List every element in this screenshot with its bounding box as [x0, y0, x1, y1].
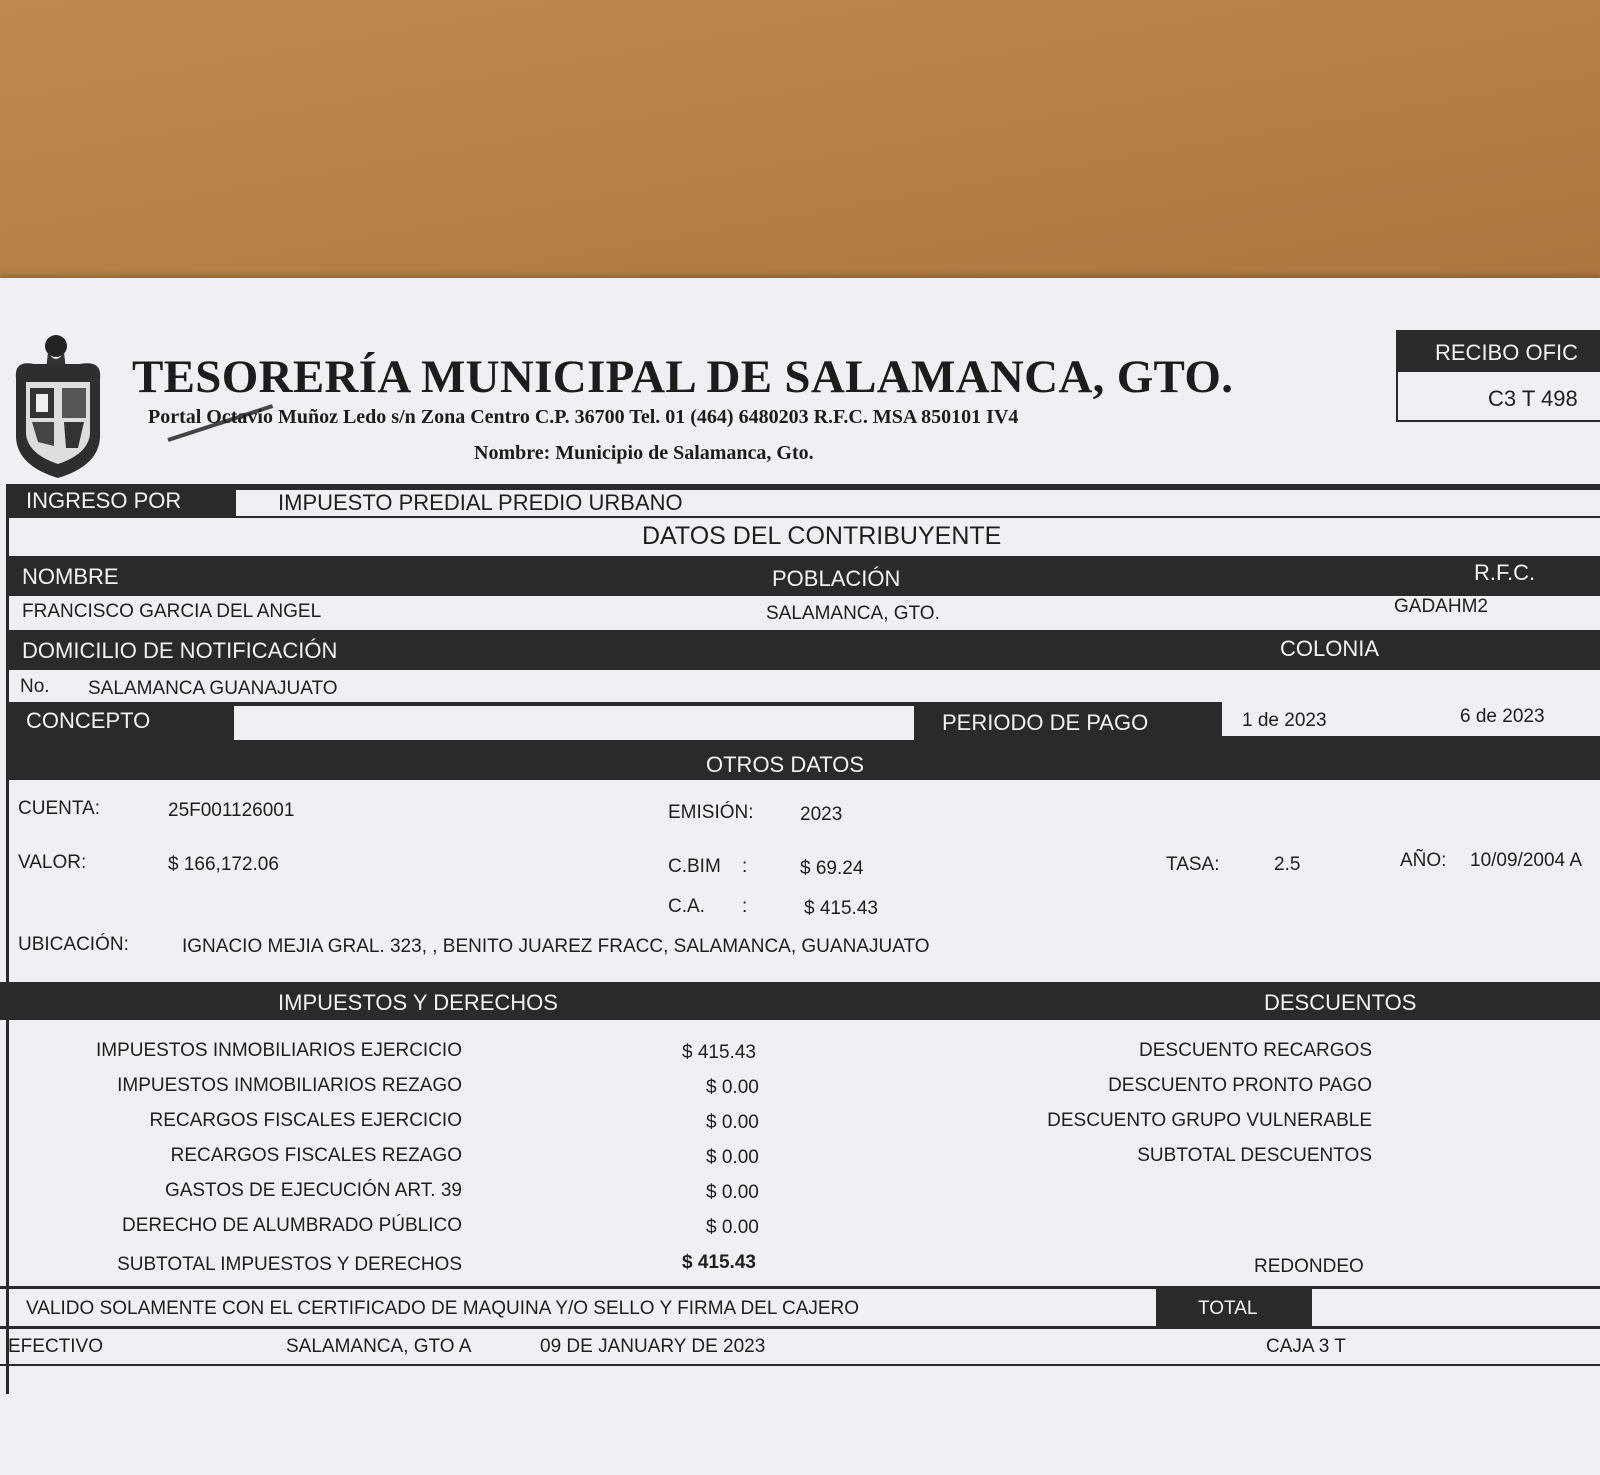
domicilio-value: SALAMANCA GUANAJUATO: [88, 678, 338, 699]
contribuyente-title: DATOS DEL CONTRIBUYENTE: [642, 522, 1002, 550]
ca-label: C.A.: [668, 896, 705, 917]
impuestos-title: IMPUESTOS Y DERECHOS: [278, 990, 558, 1015]
descuento-label: DESCUENTO PRONTO PAGO: [1108, 1075, 1372, 1096]
footer-mid-rule: [0, 1326, 1600, 1329]
footer-bottom-rule: [0, 1364, 1600, 1366]
impuesto-label: IMPUESTOS INMOBILIARIOS REZAGO: [117, 1075, 462, 1096]
impuesto-amount: $ 0.00: [706, 1112, 759, 1133]
descuento-label: DESCUENTO GRUPO VULNERABLE: [1047, 1110, 1372, 1131]
impuesto-amount: $ 0.00: [706, 1147, 759, 1168]
valor-label: VALOR:: [18, 852, 87, 873]
anio-label: AÑO:: [1400, 850, 1447, 871]
poblacion-value: SALAMANCA, GTO.: [766, 603, 940, 624]
ingreso-value: IMPUESTO PREDIAL PREDIO URBANO: [278, 490, 683, 515]
impuesto-amount: $ 415.43: [682, 1042, 756, 1063]
header-address: Portal Octavio Muñoz Ledo s/n Zona Centro C.P. 36700 Tel. 01 (464) 6480203 R.F.C. MSA 850101 IV4: [148, 406, 1019, 428]
total-label: TOTAL: [1198, 1298, 1258, 1319]
redondeo-label: REDONDEO: [1254, 1256, 1364, 1277]
concepto-value-box: [234, 706, 914, 740]
impuesto-amount: $ 0.00: [706, 1077, 759, 1098]
descuentos-subtotal-label: SUBTOTAL DESCUENTOS: [1137, 1145, 1372, 1166]
descuentos-title: DESCUENTOS: [1264, 990, 1417, 1015]
tasa-value: 2.5: [1274, 854, 1301, 875]
impuesto-amount: $ 0.00: [706, 1217, 759, 1238]
descuento-label: DESCUENTO RECARGOS: [1139, 1040, 1372, 1061]
cuenta-value: 25F001126001: [168, 800, 295, 821]
otros-title: OTROS DATOS: [706, 752, 865, 777]
periodo-desde: 1 de 2023: [1242, 710, 1327, 731]
poblacion-label: POBLACIÓN: [772, 566, 901, 591]
ca-colon: :: [742, 896, 748, 917]
ingreso-label: INGRESO POR: [26, 488, 182, 513]
page-title: TESORERÍA MUNICIPAL DE SALAMANCA, GTO.: [132, 351, 1234, 403]
receipt-label: RECIBO OFIC: [1435, 340, 1579, 365]
nombre-value: FRANCISCO GARCIA DEL ANGEL: [22, 601, 322, 622]
cuenta-label: CUENTA:: [18, 798, 100, 819]
rfc-value: GADAHM2: [1394, 596, 1488, 617]
ubicacion-label: UBICACIÓN:: [18, 934, 129, 955]
cbim-value: $ 69.24: [800, 858, 864, 879]
concepto-label: CONCEPTO: [26, 708, 151, 733]
impuesto-label: RECARGOS FISCALES REZAGO: [170, 1145, 462, 1166]
nombre-label: NOMBRE: [22, 564, 119, 589]
domicilio-label: DOMICILIO DE NOTIFICACIÓN: [22, 638, 338, 663]
valor-value: $ 166,172.06: [168, 854, 279, 875]
impuesto-label: IMPUESTOS INMOBILIARIOS EJERCICIO: [96, 1040, 462, 1061]
impuestos-subtotal-amount: $ 415.43: [682, 1252, 756, 1273]
impuesto-amount: $ 0.00: [706, 1182, 759, 1203]
lugar: SALAMANCA, GTO A: [286, 1336, 472, 1357]
coat-of-arms-icon: [8, 330, 108, 487]
forma-pago: EFECTIVO: [8, 1336, 104, 1357]
cbim-colon: :: [742, 856, 748, 877]
periodo-hasta: 6 de 2023: [1460, 706, 1545, 727]
ubicacion-value: IGNACIO MEJIA GRAL. 323, , BENITO JUAREZ FRACC, SALAMANCA, GUANAJUATO: [182, 936, 930, 957]
emision-value: 2023: [800, 804, 843, 825]
impuestos-subtotal-label: SUBTOTAL IMPUESTOS Y DERECHOS: [117, 1254, 462, 1275]
colonia-label: COLONIA: [1280, 636, 1380, 661]
impuesto-label: DERECHO DE ALUMBRADO PÚBLICO: [122, 1215, 462, 1236]
no-label: No.: [20, 676, 50, 697]
periodo-label: PERIODO DE PAGO: [942, 710, 1149, 735]
footer-top-rule: [0, 1286, 1600, 1289]
receipt-number: C3 T 498: [1488, 386, 1578, 411]
header-name-line: Nombre: Municipio de Salamanca, Gto.: [474, 442, 814, 464]
ca-value: $ 415.43: [804, 898, 878, 919]
impuesto-label: RECARGOS FISCALES EJERCICIO: [149, 1110, 462, 1131]
emision-label: EMISIÓN:: [668, 802, 754, 823]
valido-text: VALIDO SOLAMENTE CON EL CERTIFICADO DE MAQUINA Y/O SELLO Y FIRMA DEL CAJERO: [26, 1298, 860, 1319]
receipt-paper: [0, 278, 1600, 1475]
rfc-label: R.F.C.: [1474, 560, 1536, 585]
caja: CAJA 3 T: [1266, 1336, 1346, 1357]
fecha: 09 DE JANUARY DE 2023: [540, 1336, 766, 1357]
impuesto-label: GASTOS DE EJECUCIÓN ART. 39: [164, 1180, 462, 1201]
tasa-label: TASA:: [1166, 854, 1220, 875]
anio-value: 10/09/2004 A: [1470, 850, 1582, 871]
cbim-label: C.BIM: [668, 856, 721, 877]
